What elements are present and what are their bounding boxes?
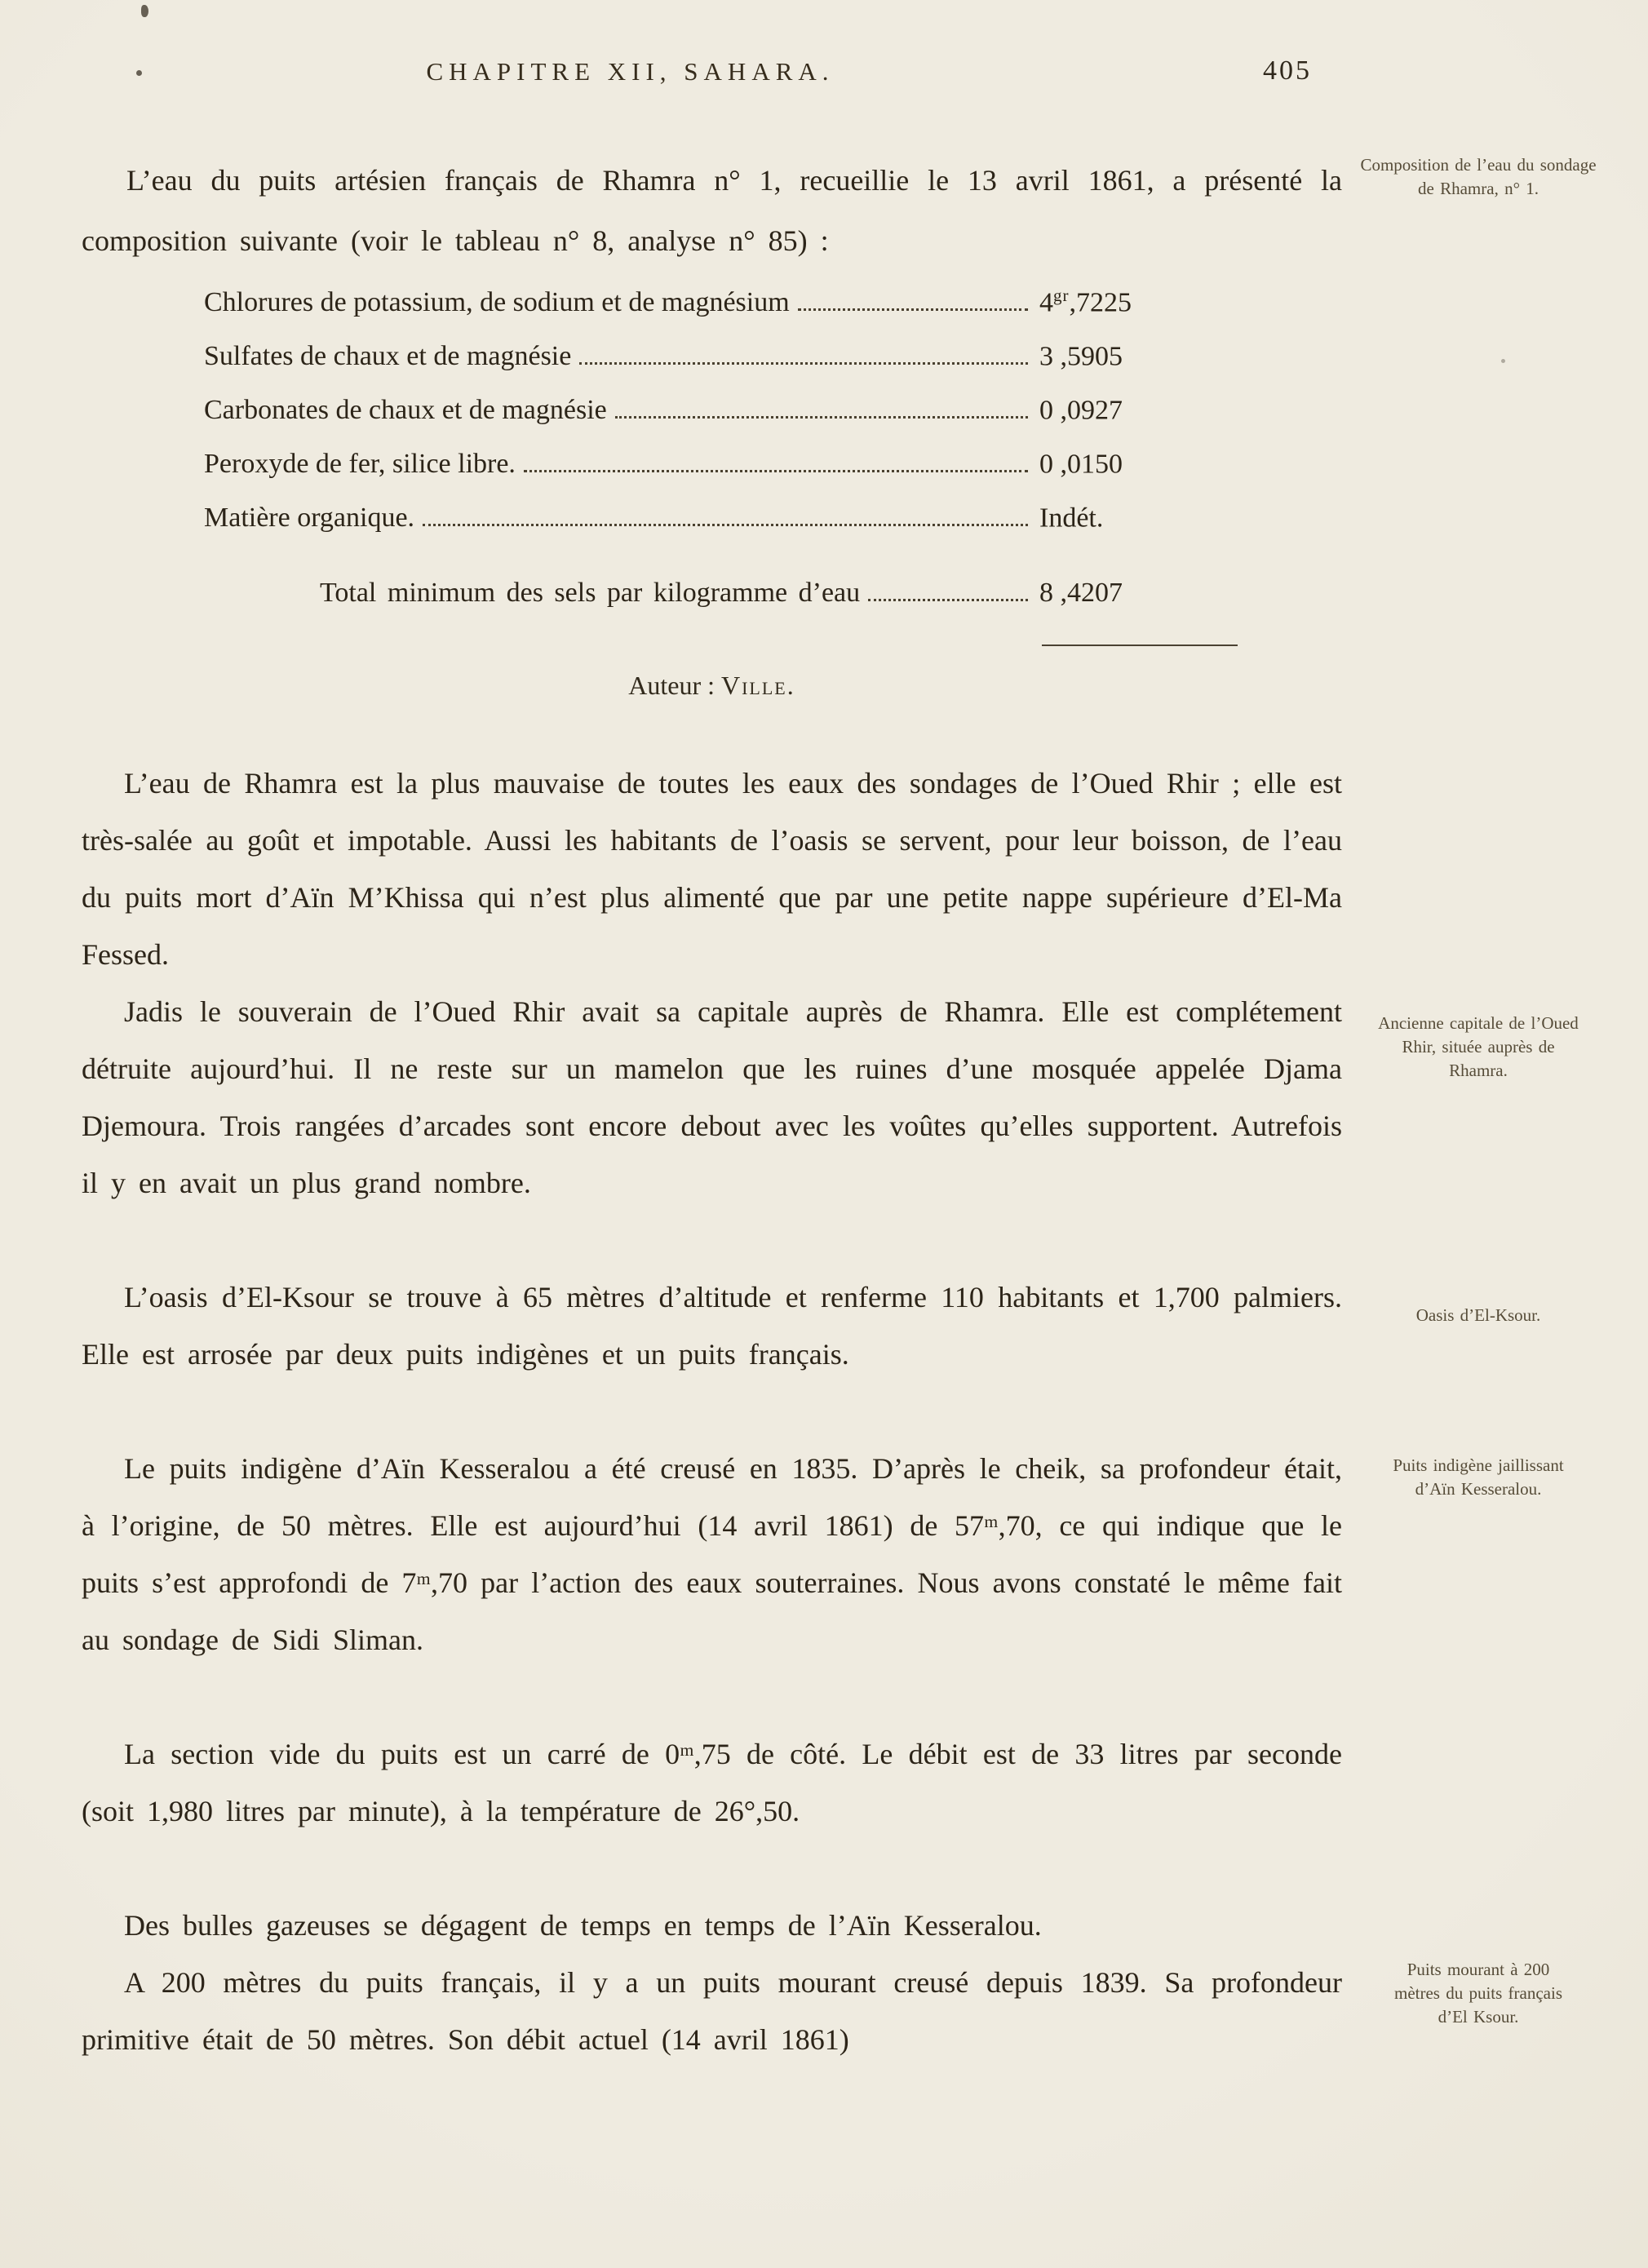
value-integer: 8 — [1039, 578, 1053, 608]
value-fraction: ,5905 — [1053, 341, 1123, 372]
intro-paragraph: L’eau du puits artésien français de Rhamra n° 1, recueillie le 13 avril 1861, a présenté la composition suivante (voir le tableau n° 8, analyse n° 85) : — [82, 164, 1342, 257]
table-row — [82, 339, 1234, 393]
value-integer: Indét. — [1039, 503, 1104, 534]
total-underline-rule — [1042, 645, 1238, 646]
table-row — [82, 286, 1234, 339]
value-fraction: ,0150 — [1053, 449, 1123, 480]
row-label: Chlorures de potassium, de sodium et de magnésium — [204, 287, 790, 318]
body-paragraph-ancient-capital: Jadis le souverain de l’Oued Rhir avait sa capitale auprès de Rhamra. Elle est complétement détruite aujourd’hui. Il ne reste sur un mamelon que les ruines d’une mosquée appelée Djama Djemoura. Trois rangées d’arcades sont encore debout avec les voûtes qu’elles supportent. Autrefois il y en avait un plus grand nombre. — [82, 995, 1342, 1199]
scan-speck — [1501, 359, 1505, 363]
author-line — [82, 671, 1342, 701]
body-text — [82, 755, 1342, 2068]
row-value — [1039, 501, 1234, 534]
value-integer: 0 — [1039, 395, 1053, 426]
dot-leader — [423, 524, 1028, 526]
body-paragraph-rhamra-water: L’eau de Rhamra est la plus mauvaise de toutes les eaux des sondages de l’Oued Rhir ; elle est très-salée au goût et impotable. Aussi les habitants de l’oasis se servent, pour leur boisson, de l’eau du puits mort d’Aïn M’Khissa qui n’est plus alimenté que par une petite nappe supérieure d’El-Ma Fessed. — [82, 767, 1342, 971]
body-paragraph-gas-bubbles: Des bulles gazeuses se dégagent de temps en temps de l’Aïn Kesseralou. — [124, 1909, 1042, 1942]
page-number: 405 — [1263, 55, 1312, 86]
sidenote-ancient-capital: Ancienne capitale de l’Oued Rhir, située auprès de Rhamra. — [1378, 1013, 1579, 1080]
dot-leader — [868, 599, 1028, 601]
value-integer: 3 — [1039, 341, 1053, 372]
dot-leader — [579, 362, 1028, 365]
total-value — [1039, 578, 1234, 609]
row-value — [1039, 393, 1234, 426]
value-integer: 0 — [1039, 449, 1053, 480]
row-label: Sulfates de chaux et de magnésie — [204, 341, 572, 372]
dot-leader — [524, 470, 1028, 472]
value-fraction: ,0927 — [1053, 395, 1123, 426]
value-fraction: ,7225 — [1069, 287, 1132, 318]
row-value — [1039, 339, 1234, 372]
table-row — [82, 501, 1234, 555]
row-value — [1039, 286, 1234, 318]
scan-speck — [141, 5, 148, 17]
body-paragraph-ain-kesseralou: Le puits indigène d’Aïn Kesseralou a été creusé en 1835. D’après le cheik, sa profondeur était, à l’origine, de 50 mètres. Elle est aujourd’hui (14 avril 1861) de 57ᵐ,70, ce qui indique que le puits s’est approfondi de 7ᵐ,70 par l’action des eaux souterraines. Nous avons constaté le même fait au sondage de Sidi Sliman. — [82, 1452, 1342, 1656]
table-total-row — [82, 578, 1234, 631]
author-name: Ville. — [720, 671, 795, 700]
author-prefix: Auteur : — [628, 671, 721, 700]
dot-leader — [798, 308, 1028, 311]
value-integer: 4 — [1039, 287, 1053, 318]
table-row — [82, 447, 1234, 501]
analysis-table — [82, 286, 1234, 631]
body-paragraph-dying-well: A 200 mètres du puits français, il y a un puits mourant creusé depuis 1839. Sa profondeur primitive était de 50 mètres. Son débit actuel (14 avril 1861) — [82, 1966, 1342, 2056]
sidenote-composition: Composition de l’eau du sondage de Rhamra, n° 1. — [1360, 155, 1597, 198]
body-paragraph-el-ksour-oasis: L’oasis d’El-Ksour se trouve à 65 mètres d’altitude et renferme 110 habitants et 1,700 palmiers. Elle est arrosée par deux puits indigènes et un puits français. — [82, 1281, 1342, 1371]
total-label: Total minimum des sels par kilogramme d’eau — [320, 578, 861, 608]
sidenote-dying-well: Puits mourant à 200 mètres du puits français d’El Ksour. — [1393, 1960, 1563, 2027]
body-paragraph-well-section: La section vide du puits est un carré de 0ᵐ,75 de côté. Le débit est de 33 litres par seconde (soit 1,980 litres par minute), à la température de 26°,50. — [82, 1738, 1342, 1827]
sidenote-native-well: Puits indigène jaillissant d’Aïn Kesseralou. — [1393, 1455, 1564, 1499]
dot-leader — [615, 416, 1028, 419]
sidenote-oasis-el-ksour: Oasis d’El-Ksour. — [1415, 1305, 1541, 1325]
running-header-title: CHAPITRE XII, SAHARA. — [426, 57, 835, 86]
table-row — [82, 393, 1234, 447]
row-label: Matière organique. — [204, 503, 415, 534]
row-value — [1039, 447, 1234, 480]
row-label: Carbonates de chaux et de magnésie — [204, 395, 607, 426]
value-fraction: ,4207 — [1053, 578, 1123, 608]
row-label: Peroxyde de fer, silice libre. — [204, 449, 516, 480]
value-unit: gr — [1053, 286, 1070, 305]
